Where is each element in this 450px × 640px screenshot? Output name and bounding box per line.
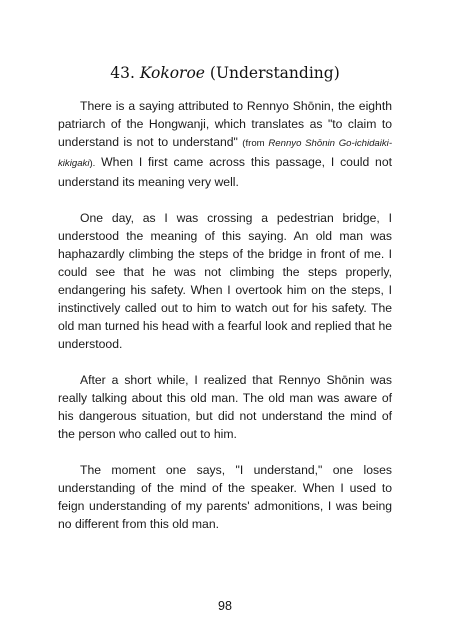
chapter-number: 43. [110, 64, 135, 82]
source-title: Rennyo Shōnin Go-ichidaiki-kikigaki [58, 138, 393, 169]
source-close: ). [89, 158, 96, 169]
page-number: 98 [218, 599, 232, 613]
chapter-heading [0, 64, 450, 82]
chapter-term: Kokoroe [139, 64, 205, 82]
source-open: (from [242, 138, 265, 149]
paragraph-1-text: There is a saying attributed to Rennyo Shōnin, the eighth patriarch of the Hongwanji, which translates as "to claim to understand is not to understand" [58, 99, 392, 149]
paragraph-1 [58, 97, 392, 191]
paragraph-3: After a short while, I realized that Rennyo Shōnin was really talking about this old man. The old man was aware of his dangerous situation, but did not understand the mind of the person who called out to him. [58, 373, 392, 441]
paragraph-2: One day, as I was crossing a pedestrian bridge, I understood the meaning of this saying. An old man was haphazardly climbing the steps of the bridge in front of me. I could see that he was not climbing the steps properly, endangering his safety. When I overtook him on the steps, I instinctively called out to him to watch out for his safety. The old man turned his head with a fearful look and replied that he understood. [58, 211, 392, 351]
paragraph-1-text-after: When I first came across this passage, I could not understand its meaning very well. [58, 155, 392, 189]
chapter-gloss: (Understanding) [209, 64, 340, 82]
paragraph-4: The moment one says, "I understand," one loses understanding of the mind of the speaker. When I used to feign understanding of my parents' admonitions, I was being no different from this old man. [58, 463, 392, 531]
body-text [58, 97, 392, 551]
